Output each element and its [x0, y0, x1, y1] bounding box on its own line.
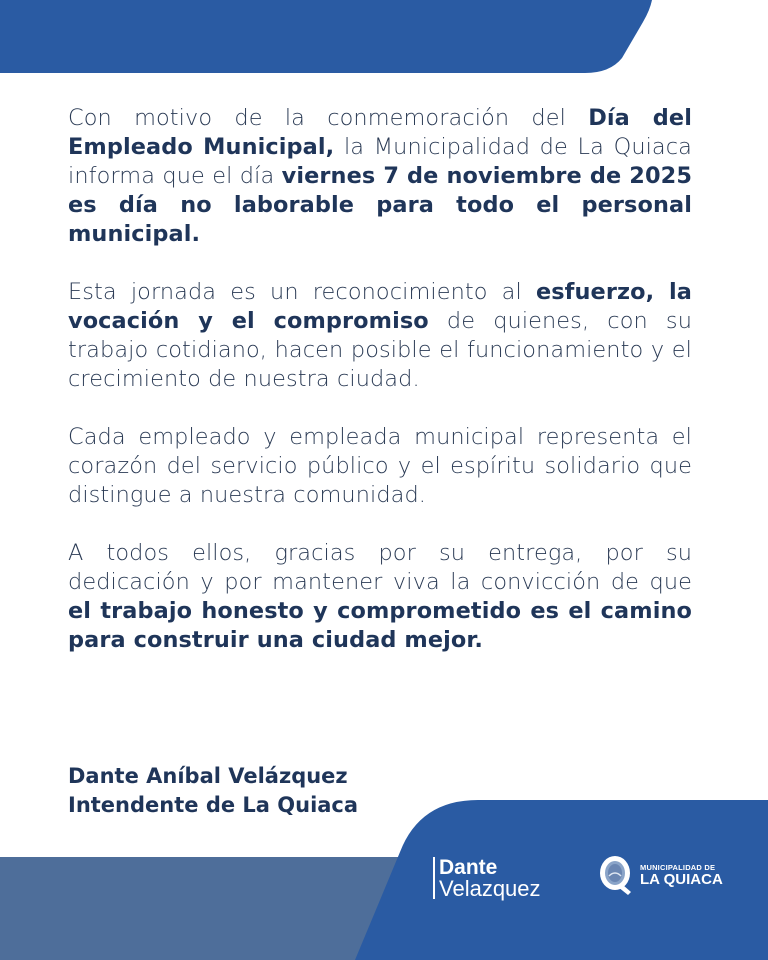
text-segment: Cada empleado y empleada municipal representa el corazón del servicio público y el espíritu solidario que distingue a nuestra comunidad. — [68, 424, 692, 508]
signature-block — [68, 762, 358, 820]
muted-band — [0, 857, 420, 960]
paragraph-2 — [68, 278, 692, 394]
paragraph-1 — [68, 104, 692, 249]
municipal-logo-line-1: MUNICIPALIDAD DE — [640, 862, 716, 872]
logo-line-2: Velazquez — [439, 876, 541, 901]
bold-segment: el trabajo honesto y comprometido es el camino para construir una ciudad mejor. — [68, 598, 692, 653]
text-segment: la Municipalidad de La Quiaca informa que el día — [68, 134, 692, 189]
logo-bar — [433, 857, 435, 899]
announcement-body — [68, 104, 692, 684]
text-segment: Esta jornada es un reconocimiento al — [68, 279, 536, 305]
text-segment: A todos ellos, gracias por su entrega, por su dedicación y por mantener viva la convicción de que — [68, 540, 692, 595]
municipal-logo-line-2: LA QUIACA — [640, 870, 723, 888]
text-segment: de quienes, con su trabajo cotidiano, hacen posible el funcionamiento y el crecimiento de nuestra ciudad. — [68, 308, 692, 392]
municipalidad-logo — [598, 854, 723, 896]
dante-velazquez-logo — [433, 857, 541, 899]
bold-segment: Día del Empleado Municipal, — [68, 105, 692, 160]
logo-line-1: Dante — [439, 856, 498, 879]
paragraph-3 — [68, 423, 692, 510]
signature-name: Dante Aníbal Velázquez — [68, 764, 348, 788]
paragraph-4 — [68, 539, 692, 655]
text-segment: Con motivo de la conmemoración del — [68, 105, 589, 131]
signature-title: Intendente de La Quiaca — [68, 793, 359, 817]
bold-segment: viernes 7 de noviembre de 2025 es día no laborable para todo el personal municipal. — [68, 163, 692, 247]
bold-segment: esfuerzo, la vocación y el compromiso — [68, 279, 692, 334]
q-crest-logo-icon — [598, 854, 634, 896]
